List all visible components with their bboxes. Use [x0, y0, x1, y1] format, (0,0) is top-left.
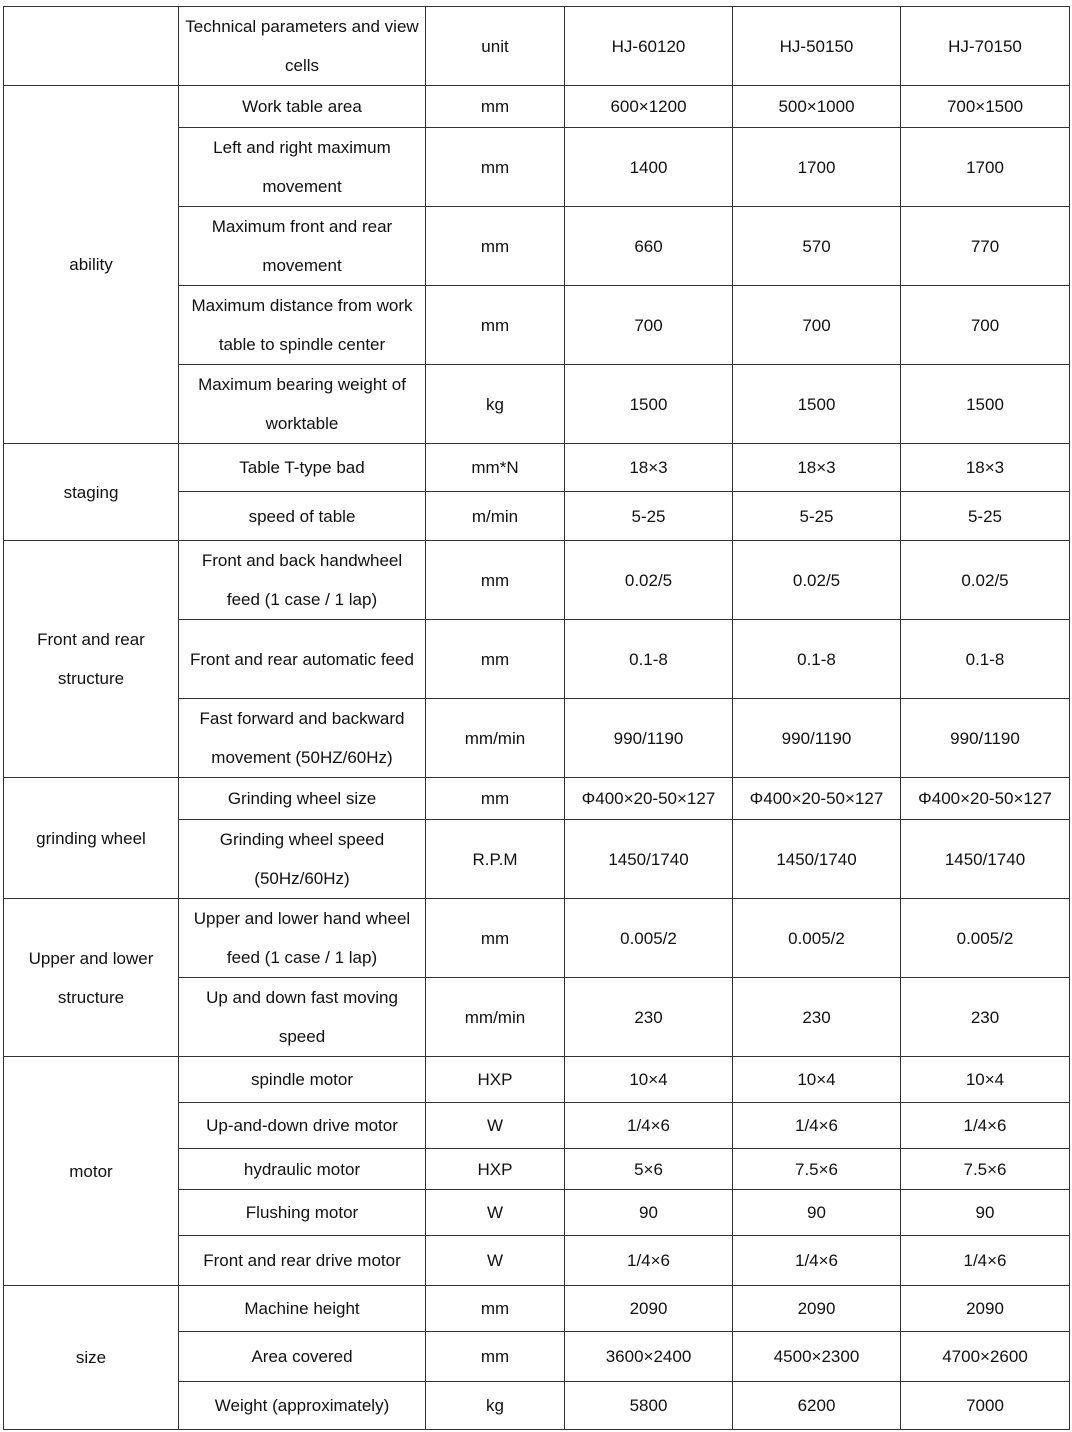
value-cell: 3600×2400 — [565, 1332, 733, 1382]
table-row — [4, 444, 1070, 492]
value-cell: 0.005/2 — [733, 899, 901, 978]
value-cell: Φ400×20-50×127 — [733, 778, 901, 820]
unit-cell: mm — [426, 128, 565, 207]
param-cell: Front and back handwheel feed (1 case / 1 lap) — [179, 541, 426, 620]
param-cell: Up and down fast moving speed — [179, 978, 426, 1057]
param-cell: Upper and lower hand wheel feed (1 case / 1 lap) — [179, 899, 426, 978]
value-cell: 2090 — [565, 1286, 733, 1332]
table-row — [4, 899, 1070, 978]
value-cell: 660 — [565, 207, 733, 286]
value-cell: 1/4×6 — [901, 1103, 1070, 1149]
group-name-cell: Front and rear structure — [4, 541, 179, 778]
group-name-cell: Upper and lower structure — [4, 899, 179, 1057]
value-cell: 6200 — [733, 1382, 901, 1430]
unit-cell: mm — [426, 899, 565, 978]
value-cell: 1/4×6 — [565, 1236, 733, 1286]
value-cell: 2090 — [733, 1286, 901, 1332]
param-cell: Maximum distance from work table to spindle center — [179, 286, 426, 365]
value-cell: 0.1-8 — [565, 620, 733, 699]
value-cell: 1500 — [733, 365, 901, 444]
group-name-cell: size — [4, 1286, 179, 1430]
value-cell: 90 — [565, 1190, 733, 1236]
unit-cell: m/min — [426, 492, 565, 541]
param-cell: Machine height — [179, 1286, 426, 1332]
value-cell: 7.5×6 — [901, 1149, 1070, 1190]
param-cell: Maximum front and rear movement — [179, 207, 426, 286]
value-cell: 1500 — [901, 365, 1070, 444]
value-cell: 10×4 — [733, 1057, 901, 1103]
value-cell: 10×4 — [565, 1057, 733, 1103]
value-cell: 700 — [901, 286, 1070, 365]
header-model-cell: HJ-70150 — [901, 7, 1070, 86]
param-cell: Grinding wheel speed (50Hz/60Hz) — [179, 820, 426, 899]
value-cell: 990/1190 — [901, 699, 1070, 778]
unit-cell: W — [426, 1236, 565, 1286]
value-cell: 0.005/2 — [901, 899, 1070, 978]
value-cell: 1450/1740 — [733, 820, 901, 899]
param-cell: Front and rear automatic feed — [179, 620, 426, 699]
value-cell: 18×3 — [733, 444, 901, 492]
unit-cell: mm — [426, 207, 565, 286]
param-cell: Area covered — [179, 1332, 426, 1382]
value-cell: 990/1190 — [565, 699, 733, 778]
param-cell: hydraulic motor — [179, 1149, 426, 1190]
table-row — [4, 541, 1070, 620]
param-cell: Weight (approximately) — [179, 1382, 426, 1430]
unit-cell: mm — [426, 778, 565, 820]
param-cell: Table T-type bad — [179, 444, 426, 492]
param-cell: Fast forward and backward movement (50HZ/60Hz) — [179, 699, 426, 778]
unit-cell: mm — [426, 1286, 565, 1332]
param-cell: spindle motor — [179, 1057, 426, 1103]
value-cell: 5-25 — [733, 492, 901, 541]
header-unit-cell: unit — [426, 7, 565, 86]
value-cell: 5-25 — [901, 492, 1070, 541]
unit-cell: mm — [426, 541, 565, 620]
value-cell: 0.005/2 — [565, 899, 733, 978]
group-name-cell: motor — [4, 1057, 179, 1286]
value-cell: 500×1000 — [733, 86, 901, 128]
value-cell: 570 — [733, 207, 901, 286]
value-cell: 1/4×6 — [733, 1236, 901, 1286]
unit-cell: W — [426, 1103, 565, 1149]
value-cell: 1400 — [565, 128, 733, 207]
value-cell: 600×1200 — [565, 86, 733, 128]
value-cell: 2090 — [901, 1286, 1070, 1332]
value-cell: 7000 — [901, 1382, 1070, 1430]
unit-cell: mm*N — [426, 444, 565, 492]
value-cell: 1500 — [565, 365, 733, 444]
value-cell: 7.5×6 — [733, 1149, 901, 1190]
value-cell: 90 — [901, 1190, 1070, 1236]
param-cell: Work table area — [179, 86, 426, 128]
value-cell: 5×6 — [565, 1149, 733, 1190]
value-cell: 1/4×6 — [565, 1103, 733, 1149]
value-cell: 90 — [733, 1190, 901, 1236]
value-cell: 700 — [565, 286, 733, 365]
param-cell: Left and right maximum movement — [179, 128, 426, 207]
value-cell: 4500×2300 — [733, 1332, 901, 1382]
value-cell: 4700×2600 — [901, 1332, 1070, 1382]
value-cell: 5-25 — [565, 492, 733, 541]
value-cell: 1700 — [901, 128, 1070, 207]
value-cell: 230 — [565, 978, 733, 1057]
value-cell: 18×3 — [565, 444, 733, 492]
unit-cell: HXP — [426, 1057, 565, 1103]
table-row — [4, 778, 1070, 820]
header-model-cell: HJ-50150 — [733, 7, 901, 86]
value-cell: 1/4×6 — [733, 1103, 901, 1149]
unit-cell: kg — [426, 1382, 565, 1430]
value-cell: 700 — [733, 286, 901, 365]
value-cell: 0.02/5 — [901, 541, 1070, 620]
value-cell: 5800 — [565, 1382, 733, 1430]
value-cell: Φ400×20-50×127 — [901, 778, 1070, 820]
value-cell: 18×3 — [901, 444, 1070, 492]
header-group-cell — [4, 7, 179, 86]
table-row — [4, 86, 1070, 128]
param-cell: Grinding wheel size — [179, 778, 426, 820]
param-cell: Up-and-down drive motor — [179, 1103, 426, 1149]
value-cell: 0.1-8 — [733, 620, 901, 699]
value-cell: 0.02/5 — [565, 541, 733, 620]
value-cell: 990/1190 — [733, 699, 901, 778]
value-cell: 0.1-8 — [901, 620, 1070, 699]
header-row — [4, 7, 1070, 86]
unit-cell: mm/min — [426, 699, 565, 778]
unit-cell: R.P.M — [426, 820, 565, 899]
param-cell: Flushing motor — [179, 1190, 426, 1236]
value-cell: 0.02/5 — [733, 541, 901, 620]
unit-cell: mm — [426, 1332, 565, 1382]
value-cell: Φ400×20-50×127 — [565, 778, 733, 820]
group-name-cell: grinding wheel — [4, 778, 179, 899]
header-param-cell: Technical parameters and view cells — [179, 7, 426, 86]
unit-cell: HXP — [426, 1149, 565, 1190]
unit-cell: mm — [426, 620, 565, 699]
unit-cell: W — [426, 1190, 565, 1236]
value-cell: 230 — [733, 978, 901, 1057]
value-cell: 770 — [901, 207, 1070, 286]
group-name-cell: staging — [4, 444, 179, 541]
table-row — [4, 1057, 1070, 1103]
group-name-cell: ability — [4, 86, 179, 444]
header-model-cell: HJ-60120 — [565, 7, 733, 86]
param-cell: Front and rear drive motor — [179, 1236, 426, 1286]
value-cell: 10×4 — [901, 1057, 1070, 1103]
table-row — [4, 1286, 1070, 1332]
unit-cell: mm/min — [426, 978, 565, 1057]
unit-cell: mm — [426, 286, 565, 365]
value-cell: 700×1500 — [901, 86, 1070, 128]
unit-cell: kg — [426, 365, 565, 444]
value-cell: 230 — [901, 978, 1070, 1057]
value-cell: 1/4×6 — [901, 1236, 1070, 1286]
value-cell: 1450/1740 — [565, 820, 733, 899]
param-cell: speed of table — [179, 492, 426, 541]
param-cell: Maximum bearing weight of worktable — [179, 365, 426, 444]
value-cell: 1450/1740 — [901, 820, 1070, 899]
unit-cell: mm — [426, 86, 565, 128]
value-cell: 1700 — [733, 128, 901, 207]
spec-table — [3, 6, 1070, 1430]
